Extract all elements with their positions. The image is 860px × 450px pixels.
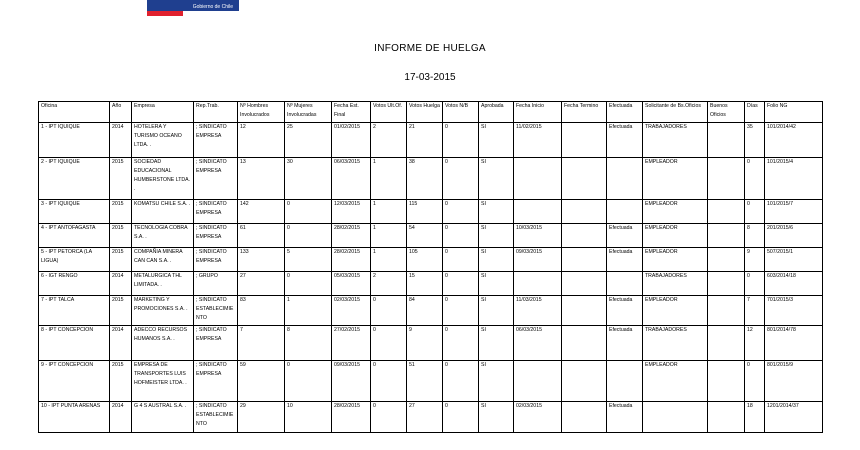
- cell-mujeres: 8: [285, 326, 332, 361]
- cell-oficina: 1 - IPT IQUIQUE: [39, 123, 110, 158]
- cell-hombres: 12: [238, 123, 285, 158]
- cell-aprobada: SI: [479, 272, 514, 296]
- cell-folio: 101/2014/42: [765, 123, 823, 158]
- cell-mujeres: 0: [285, 272, 332, 296]
- cell-folio: 1201/2014/37: [765, 402, 823, 433]
- table-row: [39, 296, 823, 326]
- cell-votos-nb: 0: [443, 200, 479, 224]
- cell-dias: 35: [745, 123, 765, 158]
- cell-empresa: METALURGICA THL LIMITADA. .: [132, 272, 194, 296]
- cell-empresa: MARKETING Y PROMOCIONES S.A. .: [132, 296, 194, 326]
- column-header: Días: [745, 102, 765, 123]
- cell-efectuada: Efectuada: [607, 296, 643, 326]
- cell-rep: ; SINDICATO EMPRESA: [194, 326, 238, 361]
- cell-votos-huelga: 84: [407, 296, 443, 326]
- cell-hombres: 29: [238, 402, 285, 433]
- column-header: Nº Mujeres Involucradas: [285, 102, 332, 123]
- cell-oficina: 9 - IPT CONCEPCION: [39, 361, 110, 402]
- cell-rep: ; SINDICATO ESTABLECIMIENTO: [194, 296, 238, 326]
- cell-solicitante: EMPLEADOR: [643, 296, 708, 326]
- table-row: [39, 402, 823, 433]
- cell-folio: 603/2014/18: [765, 272, 823, 296]
- cell-fecha-final: 01/02/2015: [332, 123, 371, 158]
- cell-votos-ult: 0: [371, 361, 407, 402]
- cell-votos-huelga: 105: [407, 248, 443, 272]
- cell-fecha-inicio: 02/03/2015: [514, 402, 562, 433]
- cell-votos-huelga: 27: [407, 402, 443, 433]
- cell-fecha-final: 12/03/2015: [332, 200, 371, 224]
- cell-solicitante: EMPLEADOR: [643, 248, 708, 272]
- cell-mujeres: 0: [285, 361, 332, 402]
- cell-dias: 9: [745, 248, 765, 272]
- cell-aprobada: SI: [479, 200, 514, 224]
- cell-empresa: COMPAÑIA MINERA CAN CAN S.A. .: [132, 248, 194, 272]
- cell-efectuada: [607, 361, 643, 402]
- cell-votos-ult: 0: [371, 326, 407, 361]
- cell-empresa: HOTELERA Y TURISMO OCEANO LTDA. .: [132, 123, 194, 158]
- cell-oficina: 10 - IPT PUNTA ARENAS: [39, 402, 110, 433]
- cell-aprobada: SI: [479, 123, 514, 158]
- cell-anio: 2015: [110, 158, 132, 200]
- cell-folio: 801/2015/9: [765, 361, 823, 402]
- cell-votos-ult: 1: [371, 224, 407, 248]
- cell-buenos: [708, 123, 745, 158]
- cell-fecha-inicio: [514, 158, 562, 200]
- cell-votos-ult: 1: [371, 248, 407, 272]
- column-header: Votos Ult.Of.: [371, 102, 407, 123]
- column-header: Oficina: [39, 102, 110, 123]
- cell-hombres: 13: [238, 158, 285, 200]
- cell-solicitante: EMPLEADOR: [643, 158, 708, 200]
- cell-solicitante: TRABAJADORES: [643, 123, 708, 158]
- cell-oficina: 7 - IPT TALCA: [39, 296, 110, 326]
- cell-fecha-final: 09/03/2015: [332, 361, 371, 402]
- cell-mujeres: 1: [285, 296, 332, 326]
- cell-fecha-final: 28/02/2015: [332, 224, 371, 248]
- cell-votos-ult: 2: [371, 123, 407, 158]
- cell-efectuada: Efectuada: [607, 402, 643, 433]
- cell-votos-nb: 0: [443, 296, 479, 326]
- cell-efectuada: [607, 272, 643, 296]
- cell-votos-huelga: 51: [407, 361, 443, 402]
- cell-anio: 2014: [110, 402, 132, 433]
- cell-fecha-termino: [562, 200, 607, 224]
- column-header: Fecha Termino: [562, 102, 607, 123]
- cell-solicitante: TRABAJADORES: [643, 326, 708, 361]
- cell-fecha-termino: [562, 361, 607, 402]
- cell-dias: 0: [745, 272, 765, 296]
- cell-rep: ; SINDICATO EMPRESA: [194, 158, 238, 200]
- cell-fecha-inicio: 11/02/2015: [514, 123, 562, 158]
- cell-aprobada: SI: [479, 158, 514, 200]
- cell-efectuada: Efectuada: [607, 123, 643, 158]
- cell-aprobada: SI: [479, 402, 514, 433]
- cell-efectuada: Efectuada: [607, 224, 643, 248]
- cell-votos-nb: 0: [443, 224, 479, 248]
- cell-votos-nb: 0: [443, 158, 479, 200]
- gobierno-logo: [147, 0, 239, 16]
- cell-folio: 201/2015/6: [765, 224, 823, 248]
- cell-fecha-termino: [562, 296, 607, 326]
- table-header-row: [39, 102, 823, 123]
- cell-fecha-inicio: 06/03/2015: [514, 326, 562, 361]
- cell-fecha-termino: [562, 123, 607, 158]
- cell-fecha-termino: [562, 158, 607, 200]
- column-header: Nº Hombres Involucrados: [238, 102, 285, 123]
- cell-rep: ; SINDICATO EMPRESA: [194, 248, 238, 272]
- cell-anio: 2014: [110, 272, 132, 296]
- cell-votos-nb: 0: [443, 272, 479, 296]
- cell-hombres: 59: [238, 361, 285, 402]
- cell-mujeres: 5: [285, 248, 332, 272]
- cell-folio: 101/2015/4: [765, 158, 823, 200]
- cell-oficina: 3 - IPT IQUIQUE: [39, 200, 110, 224]
- cell-buenos: [708, 200, 745, 224]
- cell-mujeres: 0: [285, 224, 332, 248]
- cell-mujeres: 25: [285, 123, 332, 158]
- cell-empresa: SOCIEDAD EDUCACIONAL HUMBERSTONE LTDA. .: [132, 158, 194, 200]
- cell-votos-huelga: 115: [407, 200, 443, 224]
- cell-votos-huelga: 21: [407, 123, 443, 158]
- cell-solicitante: EMPLEADOR: [643, 361, 708, 402]
- cell-fecha-inicio: [514, 361, 562, 402]
- cell-hombres: 133: [238, 248, 285, 272]
- cell-oficina: 5 - IPT PETORCA (LA LIGUA): [39, 248, 110, 272]
- cell-votos-ult: 2: [371, 272, 407, 296]
- cell-hombres: 7: [238, 326, 285, 361]
- cell-hombres: 27: [238, 272, 285, 296]
- cell-mujeres: 30: [285, 158, 332, 200]
- cell-rep: ; SINDICATO EMPRESA: [194, 361, 238, 402]
- cell-buenos: [708, 248, 745, 272]
- cell-fecha-final: 28/02/2015: [332, 402, 371, 433]
- cell-dias: 0: [745, 361, 765, 402]
- cell-fecha-termino: [562, 326, 607, 361]
- cell-votos-ult: 0: [371, 296, 407, 326]
- cell-mujeres: 10: [285, 402, 332, 433]
- cell-fecha-final: 06/03/2015: [332, 158, 371, 200]
- report-title: INFORME DE HUELGA: [374, 43, 486, 54]
- cell-efectuada: Efectuada: [607, 326, 643, 361]
- column-header: Efectuada: [607, 102, 643, 123]
- cell-dias: 8: [745, 224, 765, 248]
- cell-fecha-inicio: [514, 200, 562, 224]
- cell-folio: 507/2015/1: [765, 248, 823, 272]
- column-header: Votos N/B: [443, 102, 479, 123]
- column-header: Buenos Oficios: [708, 102, 745, 123]
- column-header: Aprobada: [479, 102, 514, 123]
- cell-oficina: 8 - IPT CONCEPCION: [39, 326, 110, 361]
- cell-fecha-inicio: 09/03/2015: [514, 248, 562, 272]
- cell-empresa: KOMATSU CHILE S.A. .: [132, 200, 194, 224]
- cell-rep: ; GRUPO: [194, 272, 238, 296]
- cell-oficina: 6 - IGT RENGO: [39, 272, 110, 296]
- cell-anio: 2015: [110, 224, 132, 248]
- strike-report-table: [38, 101, 823, 433]
- cell-anio: 2015: [110, 248, 132, 272]
- cell-votos-huelga: 54: [407, 224, 443, 248]
- cell-solicitante: TRABAJADORES: [643, 272, 708, 296]
- cell-solicitante: [643, 402, 708, 433]
- report-date: 17-03-2015: [404, 72, 456, 83]
- table-row: [39, 123, 823, 158]
- cell-dias: 12: [745, 326, 765, 361]
- cell-aprobada: SI: [479, 361, 514, 402]
- cell-fecha-final: 05/03/2015: [332, 272, 371, 296]
- cell-efectuada: Efectuada: [607, 248, 643, 272]
- cell-fecha-termino: [562, 248, 607, 272]
- cell-fecha-inicio: [514, 272, 562, 296]
- table-row: [39, 224, 823, 248]
- cell-dias: 0: [745, 200, 765, 224]
- cell-anio: 2015: [110, 361, 132, 402]
- cell-votos-nb: 0: [443, 123, 479, 158]
- cell-efectuada: [607, 200, 643, 224]
- cell-fecha-inicio: 10/03/2015: [514, 224, 562, 248]
- cell-votos-nb: 0: [443, 402, 479, 433]
- cell-aprobada: SI: [479, 296, 514, 326]
- cell-rep: ; SINDICATO ESTABLECIMIENTO: [194, 402, 238, 433]
- cell-oficina: 4 - IPT ANTOFAGASTA: [39, 224, 110, 248]
- cell-folio: 101/2015/7: [765, 200, 823, 224]
- cell-buenos: [708, 326, 745, 361]
- cell-hombres: 61: [238, 224, 285, 248]
- cell-votos-huelga: 9: [407, 326, 443, 361]
- cell-aprobada: SI: [479, 326, 514, 361]
- cell-fecha-final: 28/02/2015: [332, 248, 371, 272]
- cell-aprobada: SI: [479, 224, 514, 248]
- cell-anio: 2015: [110, 200, 132, 224]
- cell-votos-ult: 0: [371, 402, 407, 433]
- column-header: Empresa: [132, 102, 194, 123]
- cell-rep: ; SINDICATO EMPRESA: [194, 224, 238, 248]
- column-header: Fecha Inicio: [514, 102, 562, 123]
- table-row: [39, 326, 823, 361]
- cell-empresa: EMPRESA DE TRANSPORTES LUIS HOFMEISTER LTDA. .: [132, 361, 194, 402]
- cell-buenos: [708, 224, 745, 248]
- cell-anio: 2015: [110, 296, 132, 326]
- table-row: [39, 361, 823, 402]
- cell-buenos: [708, 361, 745, 402]
- table-row: [39, 200, 823, 224]
- cell-hombres: 83: [238, 296, 285, 326]
- cell-aprobada: SI: [479, 248, 514, 272]
- table-row: [39, 248, 823, 272]
- cell-votos-ult: 1: [371, 200, 407, 224]
- cell-dias: 0: [745, 158, 765, 200]
- cell-empresa: G 4 S AUSTRAL S.A. .: [132, 402, 194, 433]
- cell-mujeres: 0: [285, 200, 332, 224]
- column-header: Año: [110, 102, 132, 123]
- cell-dias: 18: [745, 402, 765, 433]
- cell-votos-nb: 0: [443, 248, 479, 272]
- cell-votos-ult: 1: [371, 158, 407, 200]
- cell-rep: ; SINDICATO EMPRESA: [194, 123, 238, 158]
- cell-solicitante: EMPLEADOR: [643, 224, 708, 248]
- cell-votos-huelga: 38: [407, 158, 443, 200]
- table-row: [39, 272, 823, 296]
- cell-dias: 7: [745, 296, 765, 326]
- cell-oficina: 2 - IPT IQUIQUE: [39, 158, 110, 200]
- cell-efectuada: [607, 158, 643, 200]
- cell-buenos: [708, 296, 745, 326]
- cell-folio: 701/2015/3: [765, 296, 823, 326]
- cell-votos-huelga: 15: [407, 272, 443, 296]
- cell-buenos: [708, 158, 745, 200]
- cell-hombres: 142: [238, 200, 285, 224]
- cell-votos-nb: 0: [443, 361, 479, 402]
- cell-solicitante: EMPLEADOR: [643, 200, 708, 224]
- cell-fecha-termino: [562, 224, 607, 248]
- cell-fecha-final: 02/03/2015: [332, 296, 371, 326]
- cell-fecha-final: 27/02/2015: [332, 326, 371, 361]
- column-header: Solicitante de Bs.Oficios: [643, 102, 708, 123]
- column-header: Fecha Est. Final: [332, 102, 371, 123]
- table-row: [39, 158, 823, 200]
- cell-anio: 2014: [110, 123, 132, 158]
- cell-fecha-termino: [562, 402, 607, 433]
- column-header: Folio NG: [765, 102, 823, 123]
- cell-buenos: [708, 402, 745, 433]
- cell-empresa: ADECCO RECURSOS HUMANOS S.A. .: [132, 326, 194, 361]
- cell-rep: ; SINDICATO EMPRESA: [194, 200, 238, 224]
- cell-folio: 801/2014/78: [765, 326, 823, 361]
- cell-fecha-inicio: 11/03/2015: [514, 296, 562, 326]
- cell-votos-nb: 0: [443, 326, 479, 361]
- cell-anio: 2014: [110, 326, 132, 361]
- cell-fecha-termino: [562, 272, 607, 296]
- logo-text: Gobierno de Chile: [192, 4, 233, 10]
- cell-buenos: [708, 272, 745, 296]
- cell-empresa: TECNOLOGIA COBRA S.A. .: [132, 224, 194, 248]
- column-header: Votos Huelga: [407, 102, 443, 123]
- column-header: Rep.Trab.: [194, 102, 238, 123]
